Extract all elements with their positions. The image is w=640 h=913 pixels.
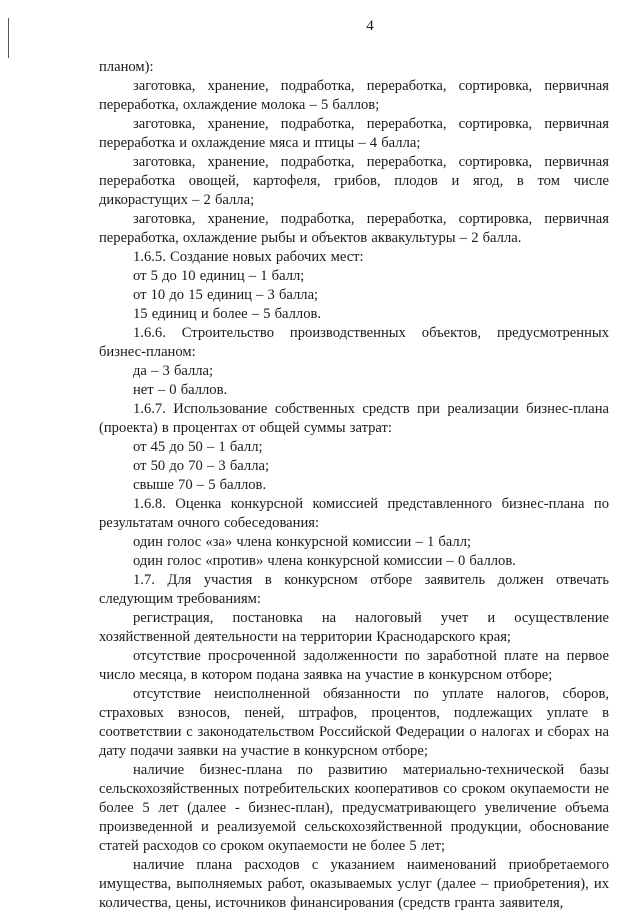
paragraph: 1.6.5. Создание новых рабочих мест: xyxy=(133,249,364,265)
paragraph: да – 3 балла; xyxy=(133,363,214,379)
paragraph: отсутствие неисполненной обязанности по уплате налогов, сборов, страховых взносов, пеней, штрафов, процентов, подлежащих уплате в соответствии с законодательством Российской Федерации о налогах и сборах на дату подачи заявки на участие в конкурсном отборе; xyxy=(99,686,609,759)
paragraph: от 10 до 15 единиц – 3 балла; xyxy=(133,287,319,303)
document-body xyxy=(99,58,609,913)
paragraph: 1.7. Для участия в конкурсном отборе заявитель должен отвечать следующим требованиям: xyxy=(99,572,609,607)
paragraph: заготовка, хранение, подработка, переработка, сортировка, первичная переработка и охлаждение мяса и птицы – 4 балла; xyxy=(99,116,609,151)
paragraph: отсутствие просроченной задолженности по заработной плате на первое число месяца, в котором подана заявка на участие в конкурсном отборе; xyxy=(99,648,609,683)
paragraph: один голос «за» члена конкурсной комиссии – 1 балл; xyxy=(133,534,472,550)
paragraph: заготовка, хранение, подработка, переработка, сортировка, первичная переработка овощей, картофеля, грибов, плодов и ягод, в том числе дикорастущих – 2 балла; xyxy=(99,154,609,208)
paragraph: свыше 70 – 5 баллов. xyxy=(133,477,267,493)
paragraph: один голос «против» члена конкурсной комиссии – 0 баллов. xyxy=(133,553,516,569)
page-number: 4 xyxy=(366,18,374,34)
paragraph: 1.6.7. Использование собственных средств при реализации бизнес-плана (проекта) в процентах от общей суммы затрат: xyxy=(99,401,609,436)
paragraph: от 5 до 10 единиц – 1 балл; xyxy=(133,268,305,284)
paragraph: заготовка, хранение, подработка, переработка, сортировка, первичная переработка, охлаждение молока – 5 баллов; xyxy=(99,78,609,113)
paragraph: планом): xyxy=(99,59,154,75)
paragraph: регистрация, постановка на налоговый учет и осуществление хозяйственной деятельности на территории Краснодарского края; xyxy=(99,610,609,645)
paragraph: наличие бизнес-плана по развитию материально-технической базы сельскохозяйственных потребительских кооперативов со сроком окупаемости не более 5 лет (далее - бизнес-план), предусматривающего увеличение объема произведенной и реализуемой сельскохозяйственной продукции, обоснование статей расходов со сроком окупаемости не более 5 лет; xyxy=(99,762,609,854)
paragraph: от 50 до 70 – 3 балла; xyxy=(133,458,270,474)
paragraph: 1.6.6. Строительство производственных объектов, предусмотренных бизнес-планом: xyxy=(99,325,609,360)
paragraph: нет – 0 баллов. xyxy=(133,382,228,398)
paragraph: 15 единиц и более – 5 баллов. xyxy=(133,306,322,322)
paragraph: наличие плана расходов с указанием наименований приобретаемого имущества, выполняемых работ, оказываемых услуг (далее – приобретения), их количества, цены, источников финансирования (средств гранта заявителя, xyxy=(99,857,609,911)
paragraph: 1.6.8. Оценка конкурсной комиссией представленного бизнес-плана по результатам очного собеседования: xyxy=(99,496,609,531)
paragraph: заготовка, хранение, подработка, переработка, сортировка, первичная переработка, охлаждение рыбы и объектов аквакультуры – 2 балла. xyxy=(99,211,609,246)
paragraph: от 45 до 50 – 1 балл; xyxy=(133,439,263,455)
